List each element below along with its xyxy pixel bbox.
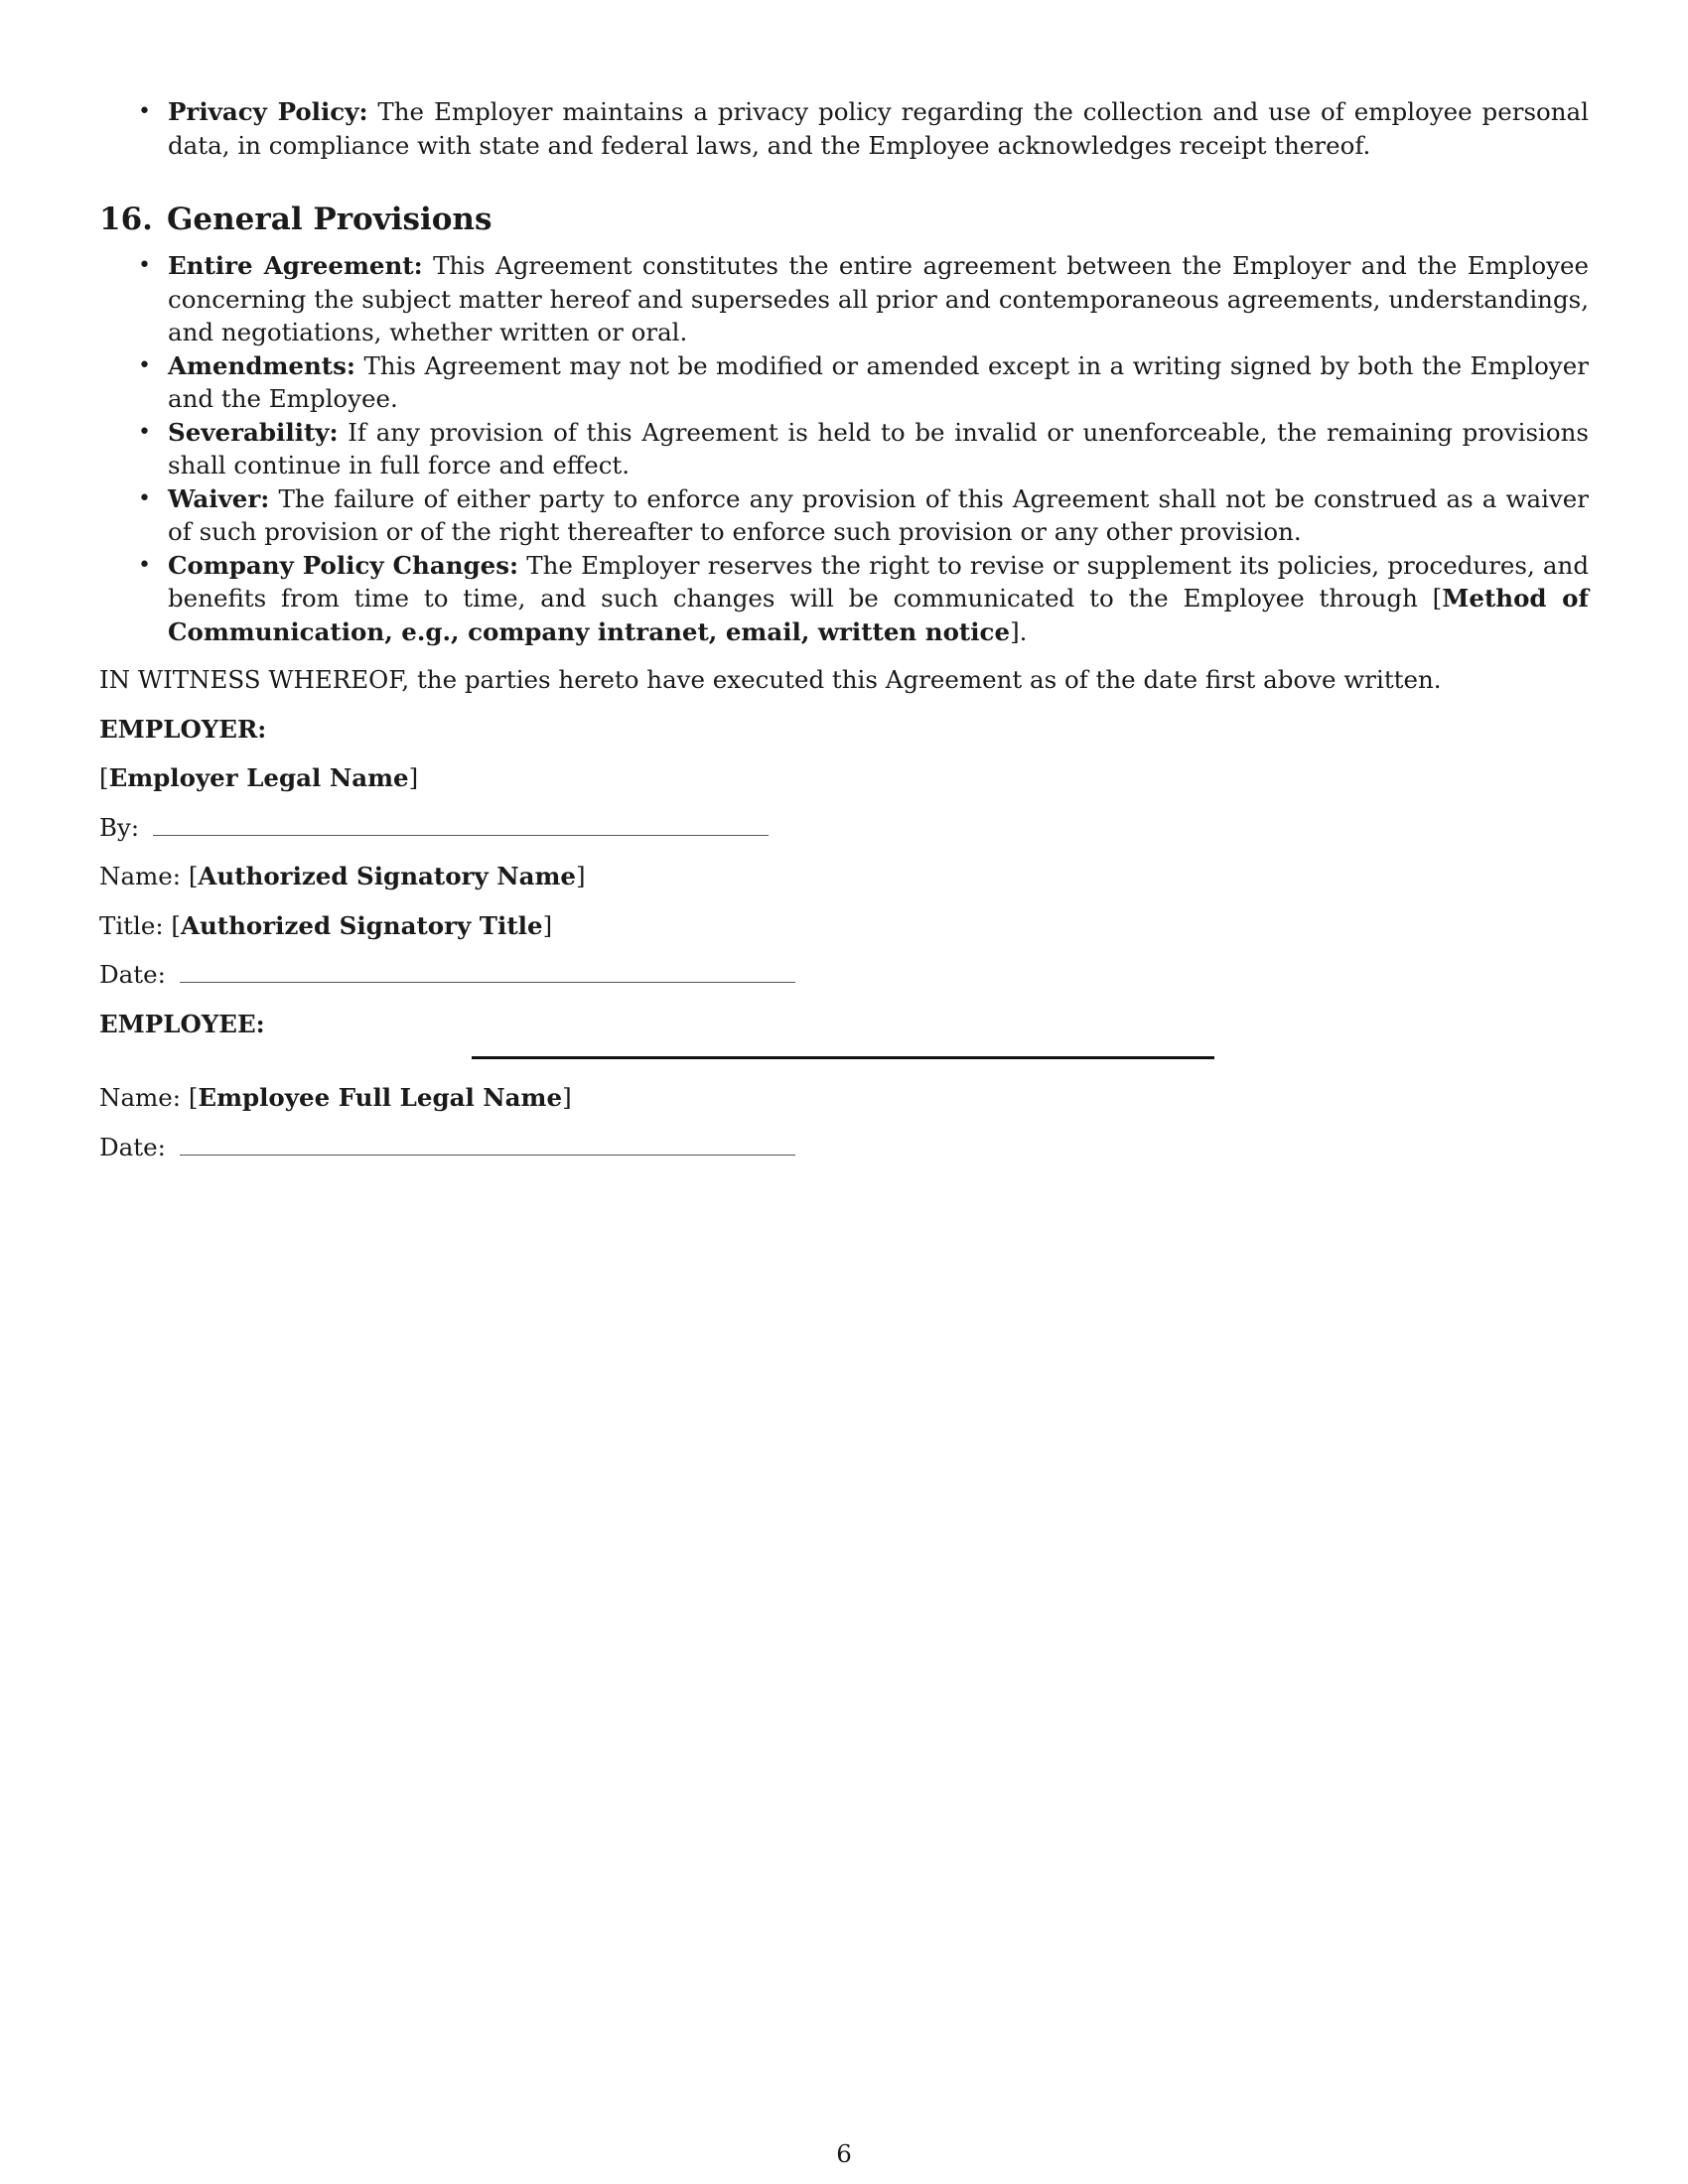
privacy-list — [99, 95, 1589, 162]
bullet-icon: • — [138, 552, 151, 578]
date-label: Date: — [99, 1132, 166, 1161]
employer-name-row: Name: [Authorized Signatory Name] — [99, 862, 586, 890]
item-term: Entire Agreement: — [168, 251, 423, 280]
list-item — [99, 549, 1589, 649]
list-item — [99, 416, 1589, 482]
employee-date-row — [99, 1131, 1589, 1164]
employer-legal-name: [Employer Legal Name] — [99, 763, 419, 792]
employee-heading: EMPLOYEE: — [99, 1009, 265, 1038]
bullet-icon: • — [138, 253, 151, 278]
section-number: 16. — [99, 202, 153, 237]
method-placeholder: Method of Communication, e.g., company intranet, email, written notice — [168, 584, 1589, 646]
employer-heading: EMPLOYER: — [99, 714, 267, 744]
list-item — [99, 249, 1589, 349]
page-number: 6 — [836, 2139, 852, 2168]
employer-by-row — [99, 811, 1589, 845]
employee-name: Employee Full Legal Name — [198, 1083, 563, 1112]
employee-date-line[interactable] — [180, 1135, 795, 1156]
list-item — [99, 482, 1589, 549]
item-text: If any provision of this Agreement is held to be invalid or unenforceable, the remaining provisions shall continue in full force and effect. — [168, 417, 1589, 479]
employer-date-line[interactable] — [180, 962, 795, 983]
employee-signature-line[interactable] — [472, 1056, 1214, 1059]
employer-legal-name-value: Employer Legal Name — [108, 763, 409, 792]
item-text: This Agreement may not be modified or amended except in a writing signed by both the Employer and the Employee. — [168, 350, 1589, 413]
bullet-icon: • — [138, 485, 151, 511]
employer-date-row — [99, 958, 1589, 992]
date-label: Date: — [99, 960, 166, 989]
item-text: The Employer maintains a privacy policy regarding the collection and use of employee personal data, in compliance with state and federal laws, and the Employee acknowledges receipt thereof. — [168, 97, 1589, 160]
item-term: Waiver: — [168, 483, 270, 513]
list-item — [99, 349, 1589, 416]
item-text: This Agreement constitutes the entire agreement between the Employer and the Employee concerning the subject matter hereof and supersedes all prior and contemporaneous agreements, understandings, and negotiations, whether written or oral. — [168, 251, 1590, 346]
title-label: Title: — [99, 910, 164, 940]
item-text: The failure of either party to enforce any provision of this Agreement shall not be construed as a waiver of such provision or of the right thereafter to enforce such provision or any other provision. — [168, 483, 1589, 546]
name-label: Name: — [99, 1083, 182, 1112]
name-label: Name: — [99, 862, 182, 890]
list-item — [99, 95, 1589, 162]
item-term: Amendments: — [168, 350, 355, 380]
document-page — [99, 95, 1589, 1163]
item-term: Privacy Policy: — [168, 97, 368, 126]
item-text-end: ]. — [1010, 616, 1028, 646]
bullet-icon: • — [138, 419, 151, 445]
witness-clause: IN WITNESS WHEREOF, the parties hereto have executed this Agreement as of the date first above written. — [99, 665, 1442, 694]
general-provisions-list — [99, 249, 1589, 648]
employer-signature-line[interactable] — [153, 815, 769, 836]
section-heading — [99, 200, 1589, 239]
signatory-title: Authorized Signatory Title — [180, 910, 543, 940]
signatory-name: Authorized Signatory Name — [198, 862, 576, 890]
bullet-icon: • — [138, 99, 151, 124]
item-term: Company Policy Changes: — [168, 550, 519, 580]
item-text: The Employer reserves the right to revise or supplement its policies, procedures, and benefits from time to time, and such changes will be communicated to the Employee through [ — [168, 550, 1589, 613]
item-term: Severability: — [168, 417, 339, 447]
bullet-icon: • — [138, 352, 151, 378]
employer-title-row: Title: [Authorized Signatory Title] — [99, 910, 553, 940]
section-title: General Provisions — [166, 202, 492, 237]
by-label: By: — [99, 812, 140, 842]
employee-name-row: Name: [Employee Full Legal Name] — [99, 1083, 572, 1112]
